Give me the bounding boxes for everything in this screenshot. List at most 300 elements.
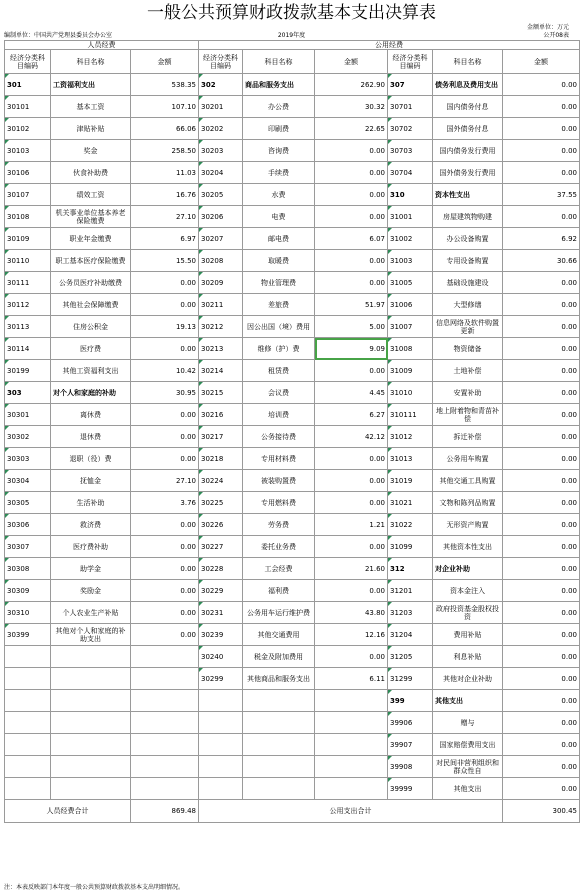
cell-name[interactable]: 国外债务付息: [433, 118, 503, 140]
cell-name[interactable]: 公务接待费: [243, 426, 315, 448]
cell-name[interactable]: 费用补贴: [433, 624, 503, 646]
cell-amount[interactable]: 15.50: [131, 250, 199, 272]
cell-amount[interactable]: [131, 734, 199, 756]
cell-amount[interactable]: 0.00: [503, 756, 580, 778]
cell-amount[interactable]: 21.60: [315, 558, 388, 580]
cell-amount[interactable]: 6.07: [315, 228, 388, 250]
cell-amount[interactable]: 0.00: [503, 140, 580, 162]
cell-amount[interactable]: 0.00: [131, 338, 199, 360]
cell-amount[interactable]: [315, 756, 388, 778]
cell-amount[interactable]: 107.10: [131, 96, 199, 118]
cell-amount[interactable]: [315, 712, 388, 734]
cell-code[interactable]: 30199: [5, 360, 51, 382]
cell-amount[interactable]: 0.00: [503, 316, 580, 338]
cell-amount[interactable]: 0.00: [503, 404, 580, 426]
cell-code[interactable]: 30212: [199, 316, 243, 338]
cell-amount[interactable]: 0.00: [315, 272, 388, 294]
cell-name[interactable]: [51, 646, 131, 668]
cell-name[interactable]: 培训费: [243, 404, 315, 426]
cell-code[interactable]: 39999: [388, 778, 433, 800]
cell-amount[interactable]: 0.00: [503, 470, 580, 492]
cell-amount[interactable]: 0.00: [131, 624, 199, 646]
cell-name[interactable]: 职业年金缴费: [51, 228, 131, 250]
cell-code[interactable]: 30228: [199, 558, 243, 580]
cell-code[interactable]: 30112: [5, 294, 51, 316]
cell-name[interactable]: 商品和服务支出: [243, 74, 315, 96]
cell-amount[interactable]: 0.00: [503, 734, 580, 756]
cell-amount[interactable]: [315, 778, 388, 800]
cell-code[interactable]: 30211: [199, 294, 243, 316]
cell-code[interactable]: 31005: [388, 272, 433, 294]
cell-code[interactable]: [5, 690, 51, 712]
cell-name[interactable]: 绩效工资: [51, 184, 131, 206]
cell-name[interactable]: 其他对企业补助: [433, 668, 503, 690]
cell-amount[interactable]: 0.00: [315, 448, 388, 470]
cell-amount[interactable]: [131, 778, 199, 800]
cell-amount[interactable]: [131, 690, 199, 712]
cell-name[interactable]: 其他支出: [433, 778, 503, 800]
cell-code[interactable]: 39908: [388, 756, 433, 778]
cell-name[interactable]: 机关事业单位基本养老保险缴费: [51, 206, 131, 228]
cell-name[interactable]: 公务用车运行维护费: [243, 602, 315, 624]
cell-code[interactable]: 30101: [5, 96, 51, 118]
cell-amount[interactable]: 0.00: [503, 426, 580, 448]
cell-amount[interactable]: 0.00: [503, 668, 580, 690]
cell-name[interactable]: 因公出国（境）费用: [243, 316, 315, 338]
cell-name[interactable]: 手续费: [243, 162, 315, 184]
cell-code[interactable]: 30240: [199, 646, 243, 668]
cell-code[interactable]: 30203: [199, 140, 243, 162]
cell-code[interactable]: 30206: [199, 206, 243, 228]
cell-amount[interactable]: [131, 668, 199, 690]
cell-amount[interactable]: 0.00: [131, 272, 199, 294]
cell-code[interactable]: 30208: [199, 250, 243, 272]
cell-name[interactable]: 退休费: [51, 426, 131, 448]
cell-name[interactable]: 地上附着物和青苗补偿: [433, 404, 503, 426]
cell-name[interactable]: 国家赔偿费用支出: [433, 734, 503, 756]
cell-amount[interactable]: 0.00: [315, 184, 388, 206]
cell-code[interactable]: 31009: [388, 360, 433, 382]
cell-name[interactable]: 物资储备: [433, 338, 503, 360]
cell-name[interactable]: 救济费: [51, 514, 131, 536]
cell-amount[interactable]: 0.00: [503, 558, 580, 580]
cell-amount[interactable]: 0.00: [503, 602, 580, 624]
cell-amount[interactable]: 258.50: [131, 140, 199, 162]
cell-code[interactable]: 39907: [388, 734, 433, 756]
cell-name[interactable]: 助学金: [51, 558, 131, 580]
cell-code[interactable]: [5, 756, 51, 778]
cell-name[interactable]: 劳务费: [243, 514, 315, 536]
cell-amount[interactable]: 6.27: [315, 404, 388, 426]
cell-code[interactable]: [5, 668, 51, 690]
cell-amount[interactable]: 0.00: [315, 470, 388, 492]
cell-name[interactable]: 伙食补助费: [51, 162, 131, 184]
cell-code[interactable]: 301: [5, 74, 51, 96]
cell-name[interactable]: 差旅费: [243, 294, 315, 316]
cell-name[interactable]: 物业管理费: [243, 272, 315, 294]
cell-name[interactable]: 其他交通工具购置: [433, 470, 503, 492]
cell-code[interactable]: 30113: [5, 316, 51, 338]
cell-name[interactable]: 安置补助: [433, 382, 503, 404]
cell-name[interactable]: 离休费: [51, 404, 131, 426]
cell-amount[interactable]: 12.16: [315, 624, 388, 646]
cell-code[interactable]: 30304: [5, 470, 51, 492]
cell-code[interactable]: 31001: [388, 206, 433, 228]
cell-amount[interactable]: 51.97: [315, 294, 388, 316]
cell-name[interactable]: 其他交通费用: [243, 624, 315, 646]
cell-amount[interactable]: 0.00: [503, 162, 580, 184]
cell-code[interactable]: [5, 712, 51, 734]
cell-name[interactable]: 基础设施建设: [433, 272, 503, 294]
cell-amount[interactable]: 262.90: [315, 74, 388, 96]
cell-name[interactable]: 无形资产购置: [433, 514, 503, 536]
cell-name[interactable]: 对个人和家庭的补助: [51, 382, 131, 404]
cell-amount[interactable]: 0.00: [315, 580, 388, 602]
cell-name[interactable]: 国内债务发行费用: [433, 140, 503, 162]
cell-name[interactable]: [51, 778, 131, 800]
cell-code[interactable]: 30701: [388, 96, 433, 118]
cell-code[interactable]: 30218: [199, 448, 243, 470]
cell-amount[interactable]: 0.00: [503, 580, 580, 602]
cell-code[interactable]: 302: [199, 74, 243, 96]
cell-code[interactable]: 30201: [199, 96, 243, 118]
cell-name[interactable]: 土地补偿: [433, 360, 503, 382]
cell-amount[interactable]: [131, 712, 199, 734]
cell-code[interactable]: 30704: [388, 162, 433, 184]
cell-code[interactable]: 31203: [388, 602, 433, 624]
cell-code[interactable]: 30217: [199, 426, 243, 448]
cell-amount[interactable]: 0.00: [503, 74, 580, 96]
cell-code[interactable]: 30107: [5, 184, 51, 206]
cell-amount[interactable]: 0.00: [503, 536, 580, 558]
cell-code[interactable]: 31022: [388, 514, 433, 536]
cell-name[interactable]: 生活补助: [51, 492, 131, 514]
cell-amount[interactable]: 27.10: [131, 470, 199, 492]
cell-code[interactable]: 31010: [388, 382, 433, 404]
public-total-label[interactable]: 公用支出合计: [199, 800, 503, 823]
cell-name[interactable]: 公务员医疗补助缴费: [51, 272, 131, 294]
cell-code[interactable]: 31003: [388, 250, 433, 272]
cell-code[interactable]: 31201: [388, 580, 433, 602]
cell-code[interactable]: 30103: [5, 140, 51, 162]
cell-amount[interactable]: 0.00: [503, 712, 580, 734]
cell-name[interactable]: 邮电费: [243, 228, 315, 250]
cell-name[interactable]: [243, 756, 315, 778]
cell-code[interactable]: [5, 734, 51, 756]
cell-code[interactable]: 31002: [388, 228, 433, 250]
cell-amount[interactable]: 0.00: [131, 404, 199, 426]
cell-name[interactable]: 电费: [243, 206, 315, 228]
cell-name[interactable]: 国内债务付息: [433, 96, 503, 118]
cell-code[interactable]: 30109: [5, 228, 51, 250]
cell-code[interactable]: 30207: [199, 228, 243, 250]
cell-code[interactable]: 30302: [5, 426, 51, 448]
cell-code[interactable]: 30703: [388, 140, 433, 162]
cell-code[interactable]: 30299: [199, 668, 243, 690]
cell-code[interactable]: 30205: [199, 184, 243, 206]
cell-amount[interactable]: 0.00: [503, 382, 580, 404]
cell-amount[interactable]: 6.11: [315, 668, 388, 690]
cell-name[interactable]: 个人农业生产补贴: [51, 602, 131, 624]
cell-amount[interactable]: [315, 690, 388, 712]
cell-name[interactable]: 文物和陈列品购置: [433, 492, 503, 514]
cell-code[interactable]: [199, 778, 243, 800]
cell-amount[interactable]: 0.00: [503, 338, 580, 360]
cell-amount[interactable]: [131, 756, 199, 778]
cell-code[interactable]: 30110: [5, 250, 51, 272]
cell-amount[interactable]: 6.97: [131, 228, 199, 250]
cell-name[interactable]: 办公设备购置: [433, 228, 503, 250]
cell-name[interactable]: 资本金注入: [433, 580, 503, 602]
cell-name[interactable]: 咨询费: [243, 140, 315, 162]
cell-code[interactable]: 310: [388, 184, 433, 206]
cell-code[interactable]: 30309: [5, 580, 51, 602]
cell-amount[interactable]: 0.00: [503, 514, 580, 536]
cell-name[interactable]: 福利费: [243, 580, 315, 602]
cell-name[interactable]: 专用燃料费: [243, 492, 315, 514]
cell-code[interactable]: 399: [388, 690, 433, 712]
cell-name[interactable]: 退职（役）费: [51, 448, 131, 470]
cell-code[interactable]: 31204: [388, 624, 433, 646]
cell-name[interactable]: 工资福利支出: [51, 74, 131, 96]
cell-name[interactable]: [51, 690, 131, 712]
cell-name[interactable]: [243, 778, 315, 800]
cell-name[interactable]: [51, 734, 131, 756]
cell-amount[interactable]: 42.12: [315, 426, 388, 448]
cell-code[interactable]: [199, 690, 243, 712]
cell-amount[interactable]: 0.00: [315, 536, 388, 558]
cell-code[interactable]: 30702: [388, 118, 433, 140]
cell-amount[interactable]: 0.00: [503, 690, 580, 712]
cell-amount[interactable]: 0.00: [503, 118, 580, 140]
cell-amount[interactable]: 0.00: [131, 602, 199, 624]
cell-code[interactable]: 31012: [388, 426, 433, 448]
cell-code[interactable]: [199, 756, 243, 778]
cell-amount[interactable]: 9.09: [315, 338, 388, 360]
cell-amount[interactable]: 0.00: [315, 206, 388, 228]
personnel-total-label[interactable]: 人员经费合计: [5, 800, 131, 823]
cell-name[interactable]: 债务利息及费用支出: [433, 74, 503, 96]
cell-name[interactable]: 住房公积金: [51, 316, 131, 338]
cell-amount[interactable]: 0.00: [503, 96, 580, 118]
cell-code[interactable]: 30114: [5, 338, 51, 360]
cell-code[interactable]: 30239: [199, 624, 243, 646]
cell-amount[interactable]: 0.00: [503, 492, 580, 514]
cell-amount[interactable]: 66.06: [131, 118, 199, 140]
cell-code[interactable]: 39906: [388, 712, 433, 734]
cell-code[interactable]: 30310: [5, 602, 51, 624]
cell-amount[interactable]: 27.10: [131, 206, 199, 228]
cell-code[interactable]: 30305: [5, 492, 51, 514]
cell-amount[interactable]: 0.00: [503, 360, 580, 382]
personnel-total-value[interactable]: 869.48: [131, 800, 199, 823]
cell-name[interactable]: 奖金: [51, 140, 131, 162]
cell-amount[interactable]: 30.66: [503, 250, 580, 272]
cell-name[interactable]: 政府投资基金股权投资: [433, 602, 503, 624]
cell-name[interactable]: 税金及附加费用: [243, 646, 315, 668]
cell-name[interactable]: 其他支出: [433, 690, 503, 712]
cell-amount[interactable]: 0.00: [131, 514, 199, 536]
cell-code[interactable]: 30229: [199, 580, 243, 602]
cell-code[interactable]: 31205: [388, 646, 433, 668]
cell-code[interactable]: [5, 646, 51, 668]
cell-name[interactable]: 取暖费: [243, 250, 315, 272]
cell-name[interactable]: 专用设备购置: [433, 250, 503, 272]
cell-name[interactable]: [51, 712, 131, 734]
cell-name[interactable]: 职工基本医疗保险缴费: [51, 250, 131, 272]
public-total-value[interactable]: 300.45: [503, 800, 580, 823]
cell-name[interactable]: 专用材料费: [243, 448, 315, 470]
cell-code[interactable]: 30213: [199, 338, 243, 360]
cell-code[interactable]: 30399: [5, 624, 51, 646]
cell-amount[interactable]: 0.00: [315, 492, 388, 514]
cell-name[interactable]: 对民间非营利组织和群众性自: [433, 756, 503, 778]
cell-code[interactable]: 30224: [199, 470, 243, 492]
cell-amount[interactable]: 10.42: [131, 360, 199, 382]
cell-amount[interactable]: 30.95: [131, 382, 199, 404]
cell-code[interactable]: 30108: [5, 206, 51, 228]
cell-code[interactable]: 30102: [5, 118, 51, 140]
cell-name[interactable]: 其他社会保障缴费: [51, 294, 131, 316]
cell-name[interactable]: 资本性支出: [433, 184, 503, 206]
cell-code[interactable]: [199, 712, 243, 734]
cell-code[interactable]: 30202: [199, 118, 243, 140]
cell-amount[interactable]: 37.55: [503, 184, 580, 206]
cell-name[interactable]: 被装购置费: [243, 470, 315, 492]
cell-code[interactable]: 303: [5, 382, 51, 404]
cell-amount[interactable]: 0.00: [131, 536, 199, 558]
cell-code[interactable]: 31006: [388, 294, 433, 316]
cell-name[interactable]: 其他工资福利支出: [51, 360, 131, 382]
cell-name[interactable]: 其他商品和服务支出: [243, 668, 315, 690]
cell-code[interactable]: 30227: [199, 536, 243, 558]
cell-amount[interactable]: 3.76: [131, 492, 199, 514]
cell-code[interactable]: 31099: [388, 536, 433, 558]
cell-amount[interactable]: 0.00: [131, 448, 199, 470]
cell-amount[interactable]: 0.00: [315, 162, 388, 184]
cell-name[interactable]: 信息网络及软件购置更新: [433, 316, 503, 338]
cell-code[interactable]: 31013: [388, 448, 433, 470]
cell-name[interactable]: 对企业补助: [433, 558, 503, 580]
cell-code[interactable]: 30308: [5, 558, 51, 580]
cell-amount[interactable]: 19.13: [131, 316, 199, 338]
cell-code[interactable]: 30111: [5, 272, 51, 294]
cell-amount[interactable]: 0.00: [315, 360, 388, 382]
cell-amount[interactable]: 5.00: [315, 316, 388, 338]
cell-name[interactable]: 办公费: [243, 96, 315, 118]
cell-name[interactable]: 水费: [243, 184, 315, 206]
cell-name[interactable]: [51, 756, 131, 778]
cell-code[interactable]: 307: [388, 74, 433, 96]
cell-code[interactable]: 30226: [199, 514, 243, 536]
cell-code[interactable]: 30303: [5, 448, 51, 470]
cell-name[interactable]: 抚恤金: [51, 470, 131, 492]
cell-code[interactable]: 31019: [388, 470, 433, 492]
cell-amount[interactable]: 22.65: [315, 118, 388, 140]
cell-amount[interactable]: 0.00: [503, 646, 580, 668]
cell-name[interactable]: 国外债务发行费用: [433, 162, 503, 184]
cell-code[interactable]: 30106: [5, 162, 51, 184]
cell-amount[interactable]: 0.00: [503, 206, 580, 228]
cell-amount[interactable]: 0.00: [503, 778, 580, 800]
cell-amount[interactable]: 0.00: [503, 448, 580, 470]
cell-code[interactable]: 310111: [388, 404, 433, 426]
cell-code[interactable]: [199, 734, 243, 756]
cell-amount[interactable]: [315, 734, 388, 756]
cell-name[interactable]: 房屋建筑物购建: [433, 206, 503, 228]
cell-amount[interactable]: 1.21: [315, 514, 388, 536]
cell-name[interactable]: 维修（护）费: [243, 338, 315, 360]
cell-amount[interactable]: 4.45: [315, 382, 388, 404]
cell-name[interactable]: 其他资本性支出: [433, 536, 503, 558]
cell-amount[interactable]: 0.00: [503, 272, 580, 294]
cell-amount[interactable]: 0.00: [503, 624, 580, 646]
cell-name[interactable]: 租赁费: [243, 360, 315, 382]
cell-code[interactable]: 30307: [5, 536, 51, 558]
cell-code[interactable]: 30204: [199, 162, 243, 184]
cell-name[interactable]: 医疗费: [51, 338, 131, 360]
cell-name[interactable]: 大型修缮: [433, 294, 503, 316]
cell-amount[interactable]: 0.00: [315, 646, 388, 668]
cell-amount[interactable]: [131, 646, 199, 668]
cell-amount[interactable]: 6.92: [503, 228, 580, 250]
cell-name[interactable]: 医疗费补助: [51, 536, 131, 558]
cell-code[interactable]: 31008: [388, 338, 433, 360]
cell-name[interactable]: 委托业务费: [243, 536, 315, 558]
cell-amount[interactable]: 0.00: [315, 250, 388, 272]
cell-amount[interactable]: 0.00: [131, 294, 199, 316]
cell-code[interactable]: 312: [388, 558, 433, 580]
cell-code[interactable]: 30209: [199, 272, 243, 294]
cell-amount[interactable]: 538.35: [131, 74, 199, 96]
cell-amount[interactable]: 0.00: [131, 580, 199, 602]
cell-code[interactable]: 30231: [199, 602, 243, 624]
cell-code[interactable]: 30225: [199, 492, 243, 514]
cell-code[interactable]: 31007: [388, 316, 433, 338]
cell-code[interactable]: [5, 778, 51, 800]
cell-amount[interactable]: 0.00: [131, 426, 199, 448]
cell-name[interactable]: [51, 668, 131, 690]
cell-code[interactable]: 30214: [199, 360, 243, 382]
cell-name[interactable]: [243, 712, 315, 734]
cell-name[interactable]: 公务用车购置: [433, 448, 503, 470]
cell-code[interactable]: 31021: [388, 492, 433, 514]
cell-code[interactable]: 31299: [388, 668, 433, 690]
cell-amount[interactable]: 0.00: [131, 558, 199, 580]
cell-name[interactable]: 赠与: [433, 712, 503, 734]
cell-name[interactable]: 会议费: [243, 382, 315, 404]
cell-code[interactable]: 30215: [199, 382, 243, 404]
cell-name[interactable]: 印刷费: [243, 118, 315, 140]
cell-amount[interactable]: 0.00: [315, 140, 388, 162]
cell-amount[interactable]: 11.03: [131, 162, 199, 184]
cell-amount[interactable]: 16.76: [131, 184, 199, 206]
cell-name[interactable]: 奖励金: [51, 580, 131, 602]
cell-code[interactable]: 30301: [5, 404, 51, 426]
cell-name[interactable]: 利息补贴: [433, 646, 503, 668]
cell-amount[interactable]: 30.32: [315, 96, 388, 118]
cell-amount[interactable]: 0.00: [503, 294, 580, 316]
cell-code[interactable]: 30306: [5, 514, 51, 536]
cell-amount[interactable]: 43.80: [315, 602, 388, 624]
cell-name[interactable]: 拆迁补偿: [433, 426, 503, 448]
cell-name[interactable]: 其他对个人和家庭的补助支出: [51, 624, 131, 646]
cell-code[interactable]: 30216: [199, 404, 243, 426]
cell-name[interactable]: [243, 734, 315, 756]
cell-name[interactable]: 基本工资: [51, 96, 131, 118]
cell-name[interactable]: 津贴补贴: [51, 118, 131, 140]
cell-name[interactable]: 工会经费: [243, 558, 315, 580]
